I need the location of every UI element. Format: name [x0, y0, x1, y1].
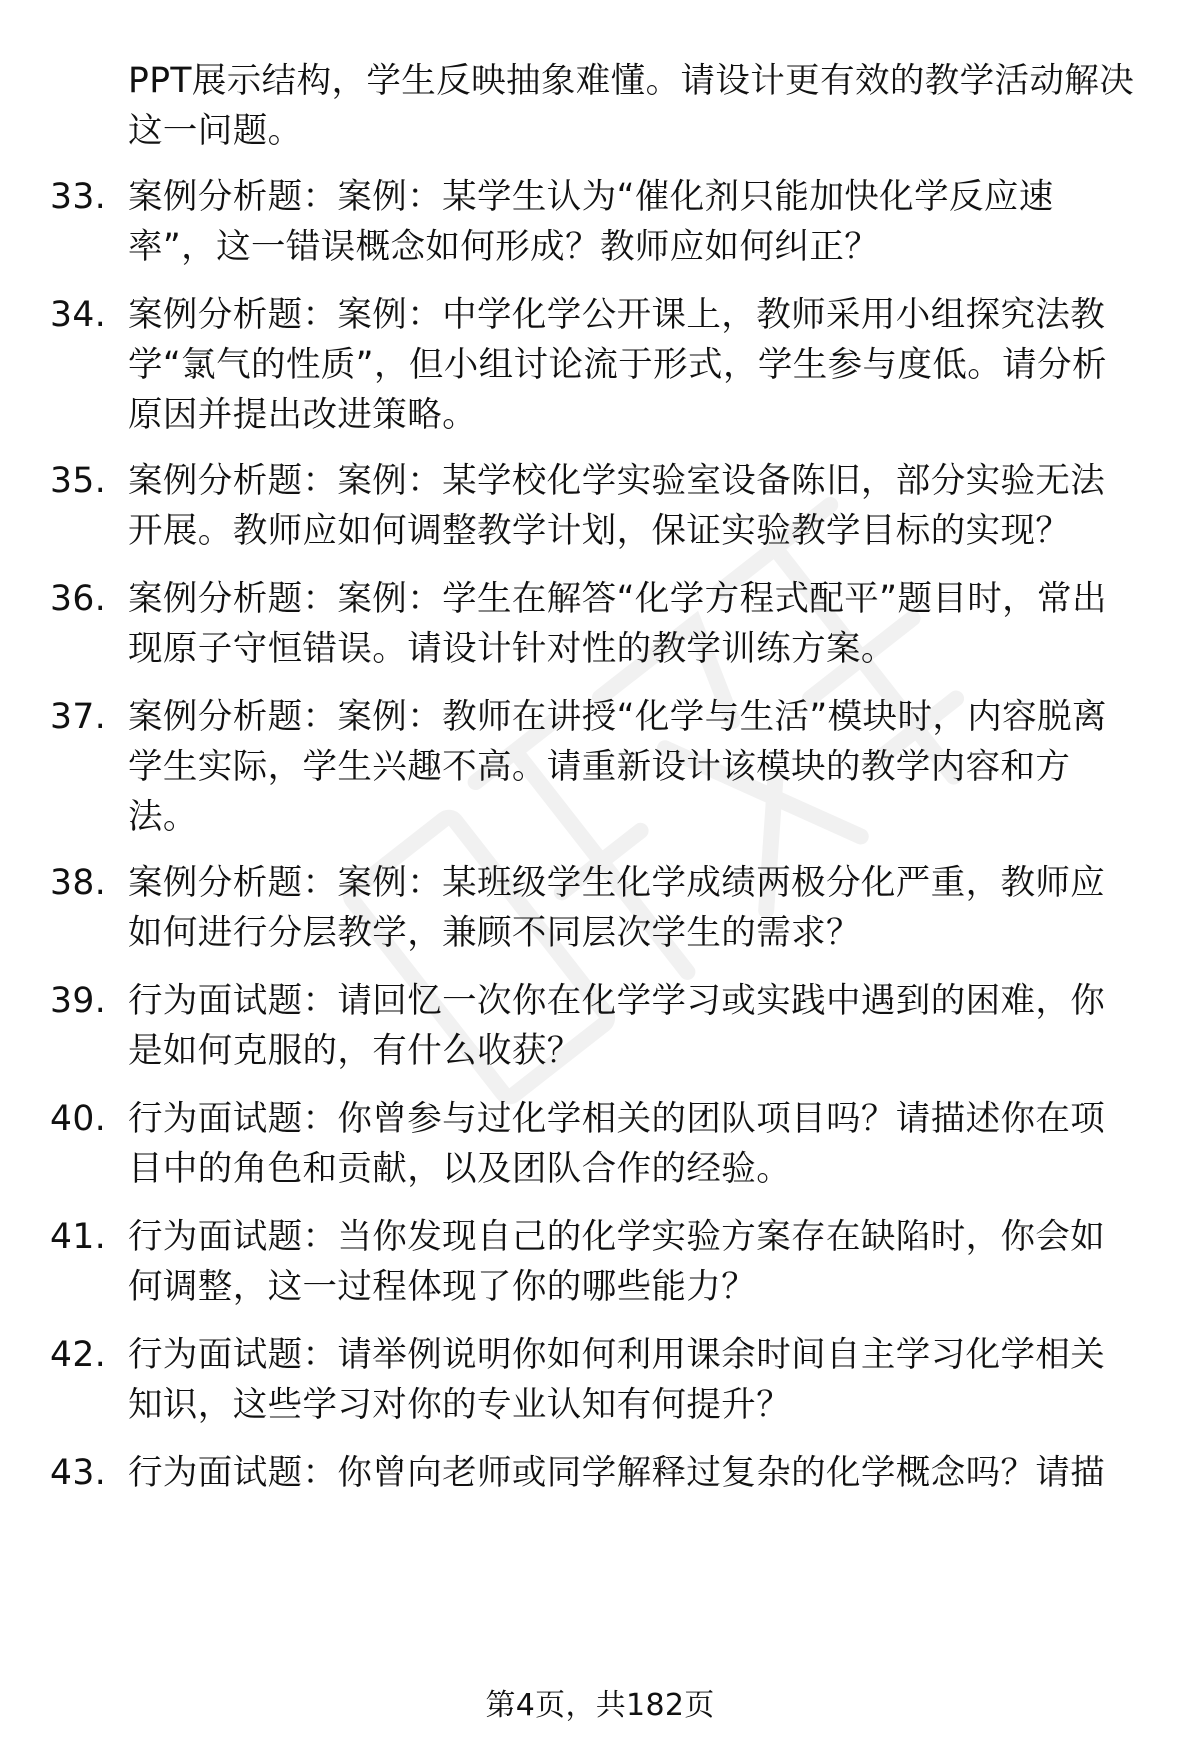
question-item — [50, 1330, 1140, 1430]
question-number: 35. — [50, 461, 107, 501]
question-text: 案例分析题：案例：中学化学公开课上，教师采用小组探究法教学“氯气的性质”，但小组讨论流于形式，学生参与度低。请分析原因并提出改进策略。 — [128, 295, 1107, 435]
question-item — [50, 1212, 1140, 1312]
question-item — [50, 1094, 1140, 1194]
question-number: 43. — [50, 1453, 107, 1493]
question-number: 42. — [50, 1335, 107, 1375]
question-text: 案例分析题：案例：某班级学生化学成绩两极分化严重，教师应如何进行分层教学，兼顾不同层次学生的需求？ — [128, 863, 1106, 953]
question-number: 41. — [50, 1217, 107, 1257]
question-number: 34. — [50, 295, 107, 335]
question-text: 行为面试题：你曾参与过化学相关的团队项目吗？请描述你在项目中的角色和贡献，以及团队合作的经验。 — [128, 1099, 1106, 1189]
question-number: 40. — [50, 1099, 107, 1139]
question-number: 33. — [50, 177, 107, 217]
question-text: 行为面试题：请举例说明你如何利用课余时间自主学习化学相关知识，这些学习对你的专业认知有何提升？ — [128, 1335, 1106, 1425]
question-number: 39. — [50, 981, 107, 1021]
question-text: 案例分析题：案例：学生在解答“化学方程式配平”题目时，常出现原子守恒错误。请设计针对性的教学训练方案。 — [128, 579, 1107, 669]
question-item — [50, 574, 1140, 674]
question-text: 行为面试题：你曾向老师或同学解释过复杂的化学概念吗？请描 — [128, 1453, 1106, 1493]
page-footer: 第4页，共182页 — [485, 1688, 715, 1723]
question-item — [50, 976, 1140, 1076]
question-number: 37. — [50, 697, 107, 737]
question-item — [50, 692, 1140, 842]
question-text: 行为面试题：请回忆一次你在化学学习或实践中遇到的困难，你是如何克服的，有什么收获？ — [128, 981, 1106, 1071]
question-item — [50, 1448, 1140, 1498]
question-item — [50, 858, 1140, 958]
continued-question-text: PPT展示结构，学生反映抽象难懂。请设计更有效的教学活动解决这一问题。 — [128, 61, 1135, 151]
question-number: 38. — [50, 863, 107, 903]
question-text: 行为面试题：当你发现自己的化学实验方案存在缺陷时，你会如何调整，这一过程体现了你的哪些能力？ — [128, 1217, 1106, 1307]
question-text: 案例分析题：案例：教师在讲授“化学与生活”模块时，内容脱离学生实际，学生兴趣不高。请重新设计该模块的教学内容和方法。 — [128, 697, 1107, 837]
question-item — [50, 172, 1140, 272]
question-item — [50, 456, 1140, 556]
question-text: 案例分析题：案例：某学校化学实验室设备陈旧，部分实验无法开展。教师应如何调整教学计划，保证实验教学目标的实现？ — [128, 461, 1106, 551]
question-text: 案例分析题：案例：某学生认为“催化剂只能加快化学反应速率”，这一错误概念如何形成？教师应如何纠正？ — [128, 177, 1054, 267]
question-item — [50, 290, 1140, 440]
question-number: 36. — [50, 579, 107, 619]
